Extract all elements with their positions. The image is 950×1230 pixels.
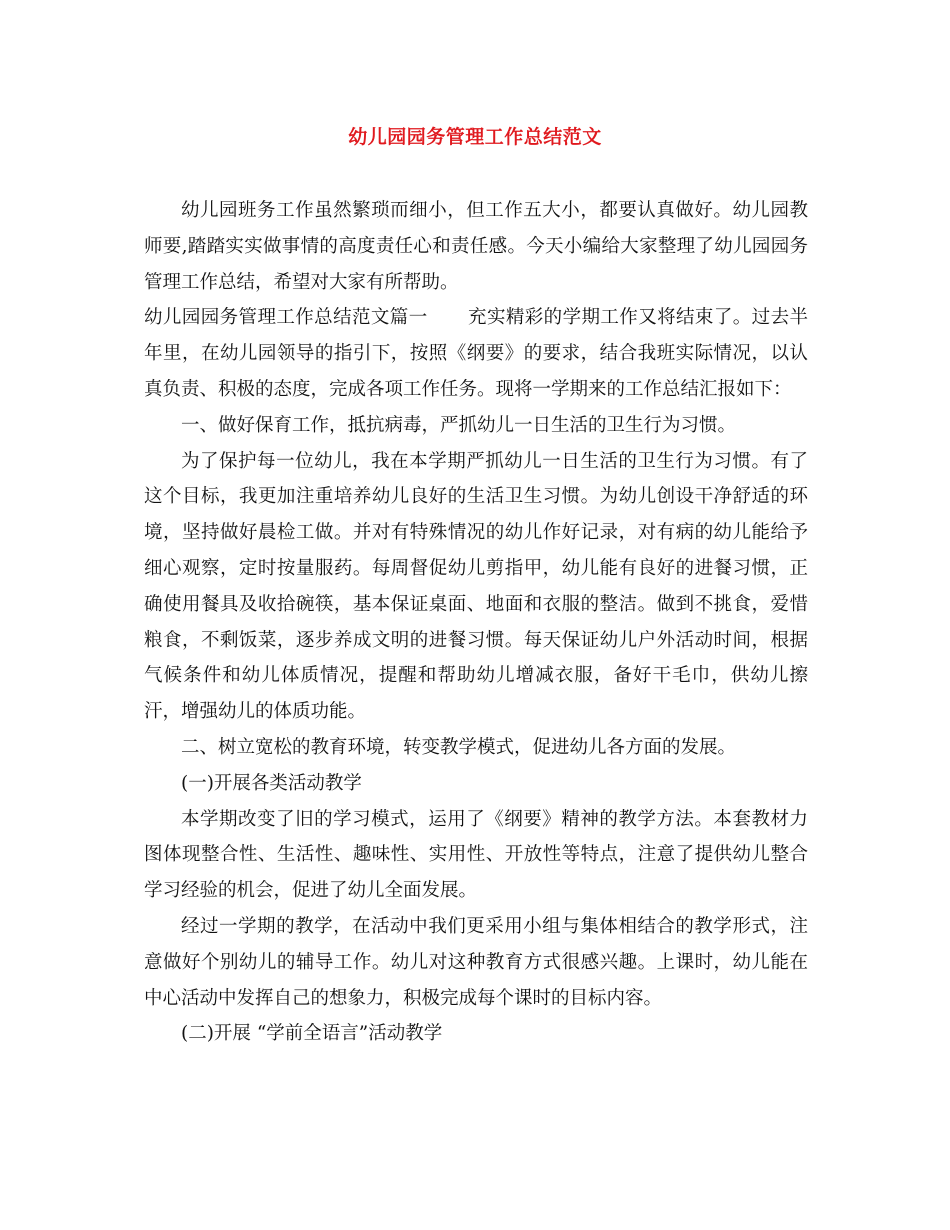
document-title: 幼儿园园务管理工作总结范文 [348,126,602,148]
subheading-1: (一)开展各类活动教学 [181,772,362,794]
document-body [144,193,808,1052]
section-lead: 充实精彩的学期工作又将结束了。过去半年里，在幼儿园领导的指引下，按照《纲要》的要求，结合我班实际情况，以认真负责、积极的态度，完成各项工作任务。现将一学期来的工作总结汇报如下： [144,307,808,400]
paragraph-3: 经过一学期的教学，在活动中我们更采用小组与集体相结合的教学形式，注意做好个别幼儿的辅导工作。幼儿对这种教育方式很感兴趣。上课时，幼儿能在中心活动中发挥自己的想象力，积极完成每个课时的目标内容。 [144,915,808,1009]
paragraph-2: 本学期改变了旧的学习模式，运用了《纲要》精神的教学方法。本套教材力图体现整合性、生活性、趣味性、实用性、开放性等特点，注意了提供幼儿整合学习经验的机会，促进了幼儿全面发展。 [144,808,808,902]
section-paragraph [144,300,808,407]
heading-2: 二、树立宽松的教育环境，转变教学模式，促进幼儿各方面的发展。 [181,736,737,758]
paragraph-1: 为了保护每一位幼儿，我在本学期严抓幼儿一日生活的卫生行为习惯。有了这个目标，我更加注重培养幼儿良好的生活卫生习惯。为幼儿创设干净舒适的环境，坚持做好晨检工做。并对有特殊情况的幼儿作好记录，对有病的幼儿能给予细心观察，定时按量服药。每周督促幼儿剪指甲，幼儿能有良好的进餐习惯，正确使用餐具及收拾碗筷，基本保证桌面、地面和衣服的整洁。做到不挑食，爱惜粮食，不剩饭菜，逐步养成文明的进餐习惯。每天保证幼儿户外活动时间，根据气候条件和幼儿体质情况，提醒和帮助幼儿增减衣服，备好干毛巾，供幼儿擦汗，增强幼儿的体质功能。 [144,450,808,723]
subheading-2: (二)开展 “学前全语言”活动教学 [181,1023,443,1045]
intro-paragraph: 幼儿园班务工作虽然繁琐而细小，但工作五大小，都要认真做好。幼儿园教师要,踏踏实实做事情的高度责任心和责任感。今天小编给大家整理了幼儿园园务管理工作总结，希望对大家有所帮助。 [144,200,808,293]
heading-1: 一、做好保育工作，抵抗病毒，严抓幼儿一日生活的卫生行为习惯。 [181,414,737,436]
section-title: 幼儿园园务管理工作总结范文篇一 [144,307,428,329]
